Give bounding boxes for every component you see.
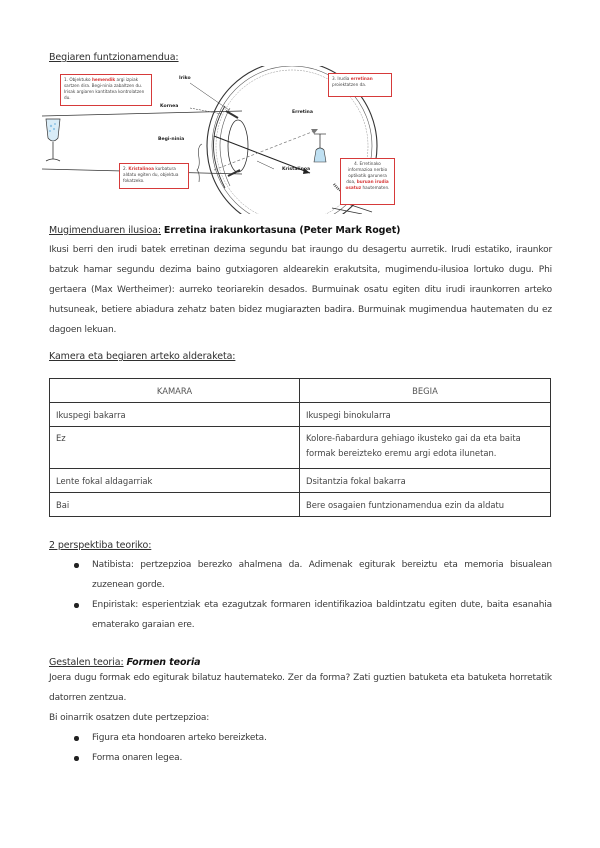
glass-icon: [46, 119, 60, 161]
retina-label: Erretina: [292, 110, 313, 115]
pupil-brace: [197, 144, 202, 182]
annotation-box-4: 4. Erretinako informazioa nerbio optikotik garunera doa, buruan irudia osatuz hautematen.: [340, 158, 395, 205]
illusion-paragraph: [49, 240, 552, 340]
bullet-icon: [74, 756, 79, 761]
table-cell: Lente fokal aldagarriak: [50, 469, 300, 493]
perspectives-heading: 2 perspektiba teoriko:: [49, 540, 152, 551]
lens-pointer: [257, 161, 274, 169]
illusion-line: gertaera (Max Wertheimer): aurreko teoriarekin desados. Burmuinak osatu egiten ditu irudi iraunkorren arteko: [49, 285, 552, 295]
illusion-heading: [49, 225, 400, 236]
annotation-box-1: 1. Objektuko hemendik argi izpiak sartzen dira. Begi-ninia zabaltzen du. Irisak argiaren kantitatea kontrolatzen du.: [60, 74, 152, 106]
table-cell: Bere osagaien funtzionamendua ezin da aldatu: [300, 493, 551, 517]
table-cell: Bai: [50, 493, 300, 517]
annotation-box-3: 3. Irudia erretinan proiektatzen da.: [328, 73, 392, 97]
illusion-line: dagoen lekuan.: [49, 325, 117, 335]
illusion-line: Ikusi berri den irudi batek erretinan dezima segundu bat iraungo du desagertu aurretik. Irudi estatiko, iraunkor: [49, 245, 552, 255]
beam-top-line: [42, 111, 242, 116]
pupil-label: Begi-ninia: [158, 137, 185, 142]
list-item: Natibista: pertzepzioa berezko ahalmena da. Adimenak egiturak bereiztu eta memoria bisualean zuzenean gorde.: [49, 555, 552, 595]
gestalt-paragraph: [49, 668, 552, 728]
table-cell: Kolore-ñabardura gehiago ikusteko gai da eta baita formak bereizteko eremu argi edota ilunetan.: [300, 427, 551, 469]
illusion-heading-label: Mugimenduaren ilusioa:: [49, 225, 161, 236]
lens-label: Kristalinoa: [282, 167, 311, 172]
table-cell: Dsitantzia fokal bakarra: [300, 469, 551, 493]
table-cell: Ez: [50, 427, 300, 469]
table-header-cell: BEGIA: [300, 379, 551, 403]
table-cell: Ikuspegi binokularra: [300, 403, 551, 427]
annotation-box-2: 2. Kristalinoa kurbatura aldatu egiten du, objektua fokatzeko.: [119, 163, 189, 189]
inverted-glass-icon: [314, 134, 326, 162]
table-row: [50, 469, 551, 493]
illusion-line: hutsuneak, betiere abiadura zehatz baten bidez mugiarazten badira. Burmuinak mugimendua hautematen du ez: [49, 305, 552, 315]
gestalt-heading-subject: Formen teoria: [126, 657, 201, 668]
table-row: [50, 493, 551, 517]
illusion-heading-subject: Erretina irakunkortasuna (Peter Mark Roget): [163, 225, 401, 236]
table-header-row: [50, 379, 551, 403]
bullet-icon: [74, 563, 79, 568]
bullet-icon: [74, 603, 79, 608]
illusion-line: batzuk hamar segundu dezima baino gutxiagoren aldearekin erakutsita, mugimendu-ilusioa lortuko dugu. Phi: [49, 265, 552, 275]
cornea-pointer: [190, 108, 222, 114]
bullet-icon: [74, 736, 79, 741]
perspectives-list: [49, 555, 552, 635]
gestalt-line: datorren zentzua.: [49, 693, 127, 703]
comparison-table: [49, 378, 551, 517]
table-cell: Ikuspegi bakarra: [50, 403, 300, 427]
iris-label: Iriko: [179, 76, 191, 81]
list-item: Figura eta hondoaren arteko bereizketa.: [49, 728, 552, 748]
gestalt-line: Bi oinarrik osatzen dute pertzepzioa:: [49, 713, 210, 723]
list-item: Enpiristak: esperientziak eta ezagutzak formaren identifikazioa baldintzatu egiten dute, baita esanahia ematerako garaian ere.: [49, 595, 552, 635]
eye-function-heading: Begiaren funtzionamendua:: [49, 52, 179, 63]
gestalt-heading: [49, 657, 200, 668]
gestalt-list: [49, 728, 552, 768]
gestalt-line: Joera dugu formak edo egiturak bilatuz hautemateko. Zer da forma? Zati guztien batuketa eta batuketa horretatik: [49, 673, 552, 683]
table-row: [50, 427, 551, 469]
table-header-cell: KAMARA: [50, 379, 300, 403]
comparison-heading: Kamera eta begiaren arteko alderaketa:: [49, 351, 236, 362]
gestalt-heading-label: Gestalen teoria:: [49, 657, 124, 668]
cornea-label: Kornea: [160, 104, 179, 109]
list-item: Forma onaren legea.: [49, 748, 552, 768]
eye-diagram: [42, 66, 400, 214]
table-row: [50, 403, 551, 427]
